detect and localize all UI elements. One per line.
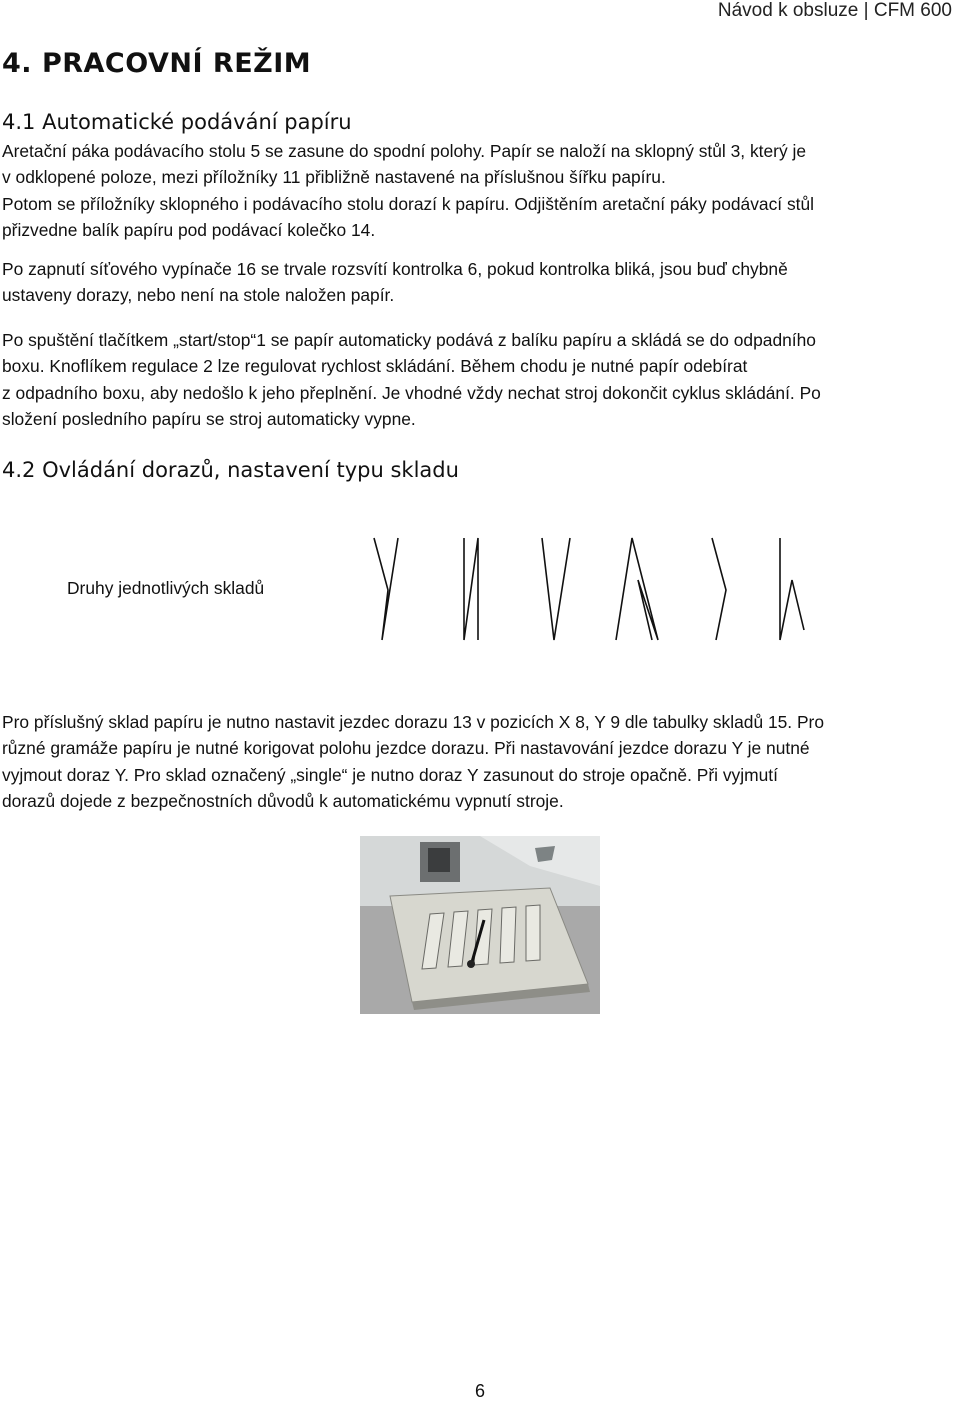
paragraph-4-1-a: Aretační páka podávacího stolu 5 se zasune do spodní polohy. Papír se naloží na sklopný stůl 3, který je v odklopené poloze, mezi příložníky 11 přibližně nastavené na příslušnou šířku papíru. Potom se příložníky sklopného i podávacího stolu dorazí k papíru. Odjištěním aretační páky podávací stůl přizvedne balík papíru pod podávací kolečko 14. xyxy=(2,141,815,240)
stack-types-diagram xyxy=(360,530,820,642)
stack-types-label: Druhy jednotlivých skladů xyxy=(67,578,265,598)
page-header: Návod k obsluze | CFM 600 xyxy=(717,0,952,21)
stacker-plate-photo xyxy=(360,836,600,1014)
stack-shape-6 xyxy=(780,538,804,640)
page-number: 6 xyxy=(474,1381,485,1401)
stack-shape-1 xyxy=(374,538,398,640)
section-heading-4: 4. PRACOVNÍ REŽIM xyxy=(2,48,312,79)
stack-shape-5 xyxy=(712,538,726,640)
section-heading-4-1: 4.1 Automatické podávání papíru xyxy=(2,110,352,134)
stack-shape-3 xyxy=(542,538,570,640)
paragraph-4-1-b: Po zapnutí síťového vypínače 16 se trvale rozsvítí kontrolka 6, pokud kontrolka bliká, jsou buď chybně ustaveny dorazy, nebo není na stole naložen papír. xyxy=(2,259,788,306)
section-heading-4-2: 4.2 Ovládání dorazů, nastavení typu skladu xyxy=(2,458,459,482)
stack-shape-4 xyxy=(616,538,658,640)
stack-shape-2 xyxy=(464,538,478,640)
paragraph-4-2-a: Pro příslušný sklad papíru je nutno nastavit jezdec dorazu 13 v pozicích X 8, Y 9 dle tabulky skladů 15. Pro různé gramáže papíru je nutné korigovat polohu jezdce dorazu. Při nastavování jezdce dorazu Y je nutné vyjmout doraz Y. Pro sklad označený „single“ je nutno doraz Y zasunout do stroje opačně. Při vyjmutí dorazů dojede z bezpečnostních důvodů k automatickému vypnutí stroje. xyxy=(2,712,825,811)
paragraph-4-1-c: Po spuštění tlačítkem „start/stop“1 se papír automaticky podává z balíku papíru a skládá se do odpadního boxu. Knoflíkem regulace 2 lze regulovat rychlost skládání. Během chodu je nutné papír odebírat z odpadního boxu, aby nedošlo k jeho přeplnění. Je vhodné vždy nechat stroj dokončit cyklus skládání. Po složení posledního papíru se stroj automaticky vypne. xyxy=(2,330,821,429)
